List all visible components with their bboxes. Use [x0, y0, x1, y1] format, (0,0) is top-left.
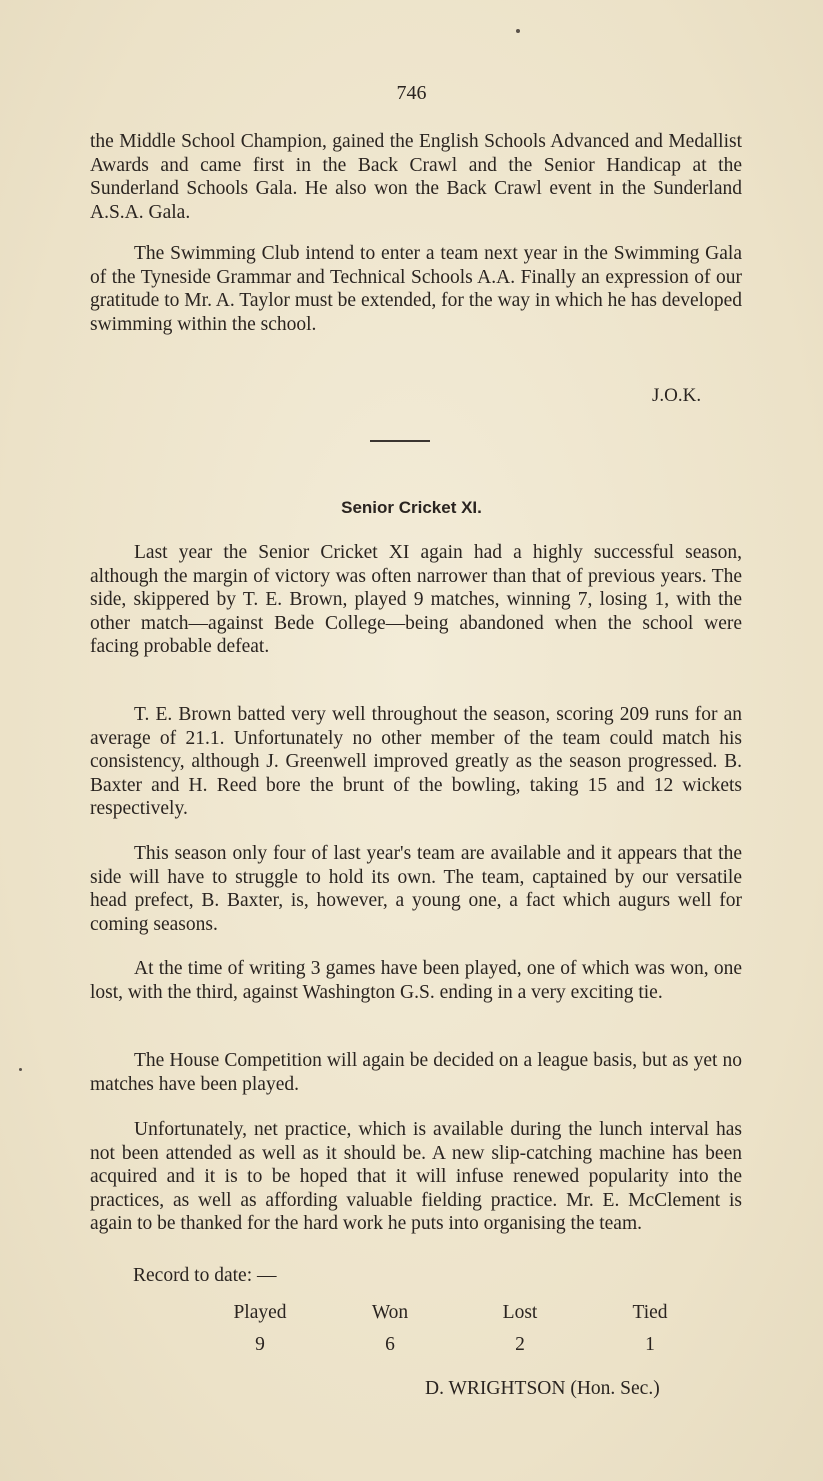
section-divider: [370, 440, 430, 442]
section-title: Senior Cricket XI.: [341, 498, 482, 517]
cricket-paragraph-1: Last year the Senior Cricket XI again had a highly successful season, although the margin of victory was often narrower than that of previous years. The side, skippered by T. E. Brown, played 9 matches, winning 7, losing 1, with the other match—against Bede College—being abandoned when the school were facing probable defeat.: [90, 542, 742, 658]
speck-mark: [516, 29, 520, 33]
record-header-won: Won: [371, 1302, 409, 1323]
cricket-paragraph-3: This season only four of last year's team are available and it appears that the side will have to struggle to hold its own. The team, captained by our versatile head prefect, B. Baxter, is, however, a young one, a fact which augurs well for coming seasons.: [90, 843, 742, 935]
record-value-lost: 2: [515, 1334, 525, 1355]
record-value-row: [195, 1329, 715, 1361]
swimming-signature: J.O.K.: [652, 385, 702, 406]
record-table: [195, 1297, 715, 1361]
page-number: 746: [396, 82, 427, 104]
cricket-paragraph-6: Unfortunately, net practice, which is available during the lunch interval has not been attended as well as it should be. A new slip-catching machine has been acquired and it is to be hoped that it will infuse renewed popularity into the practices, as well as affording valuable fielding practice. Mr. E. McClement is again to be thanked for the hard work he puts into organising the team.: [90, 1119, 742, 1235]
swimming-paragraph-2: The Swimming Club intend to enter a team next year in the Swimming Gala of the Tyneside Grammar and Technical Schools A.A. Finally an expression of our gratitude to Mr. A. Taylor must be extended, for the way in which he has developed swimming within the school.: [90, 243, 742, 335]
record-value-tied: 1: [645, 1334, 655, 1355]
speck-mark: [19, 1068, 22, 1071]
record-value-played: 9: [255, 1334, 265, 1355]
record-header-played: Played: [233, 1302, 287, 1323]
swimming-paragraph-1: the Middle School Champion, gained the English Schools Advanced and Medallist Awards and came first in the Back Crawl and the Senior Handicap at the Sunderland Schools Gala. He also won the Back Crawl event in the Sunderland A.S.A. Gala.: [90, 131, 742, 223]
cricket-paragraph-4: At the time of writing 3 games have been played, one of which was won, one lost, with the third, against Washington G.S. ending in a very exciting tie.: [90, 958, 742, 1003]
cricket-paragraph-2: T. E. Brown batted very well throughout the season, scoring 209 runs for an average of 21.1. Unfortunately no other member of the team could match his consistency, although J. Greenwell improved greatly as the season progressed. B. Baxter and H. Reed bore the brunt of the bowling, taking 15 and 12 wickets respectively.: [90, 704, 742, 820]
cricket-paragraph-5: The House Competition will again be decided on a league basis, but as yet no matches have been played.: [90, 1050, 742, 1095]
record-label: Record to date: —: [133, 1265, 277, 1286]
record-header-lost: Lost: [502, 1302, 538, 1323]
record-header-row: [195, 1297, 715, 1329]
record-header-tied: Tied: [632, 1302, 668, 1323]
record-value-won: 6: [385, 1334, 395, 1355]
secretary-signature: D. WRIGHTSON (Hon. Sec.): [425, 1378, 660, 1399]
